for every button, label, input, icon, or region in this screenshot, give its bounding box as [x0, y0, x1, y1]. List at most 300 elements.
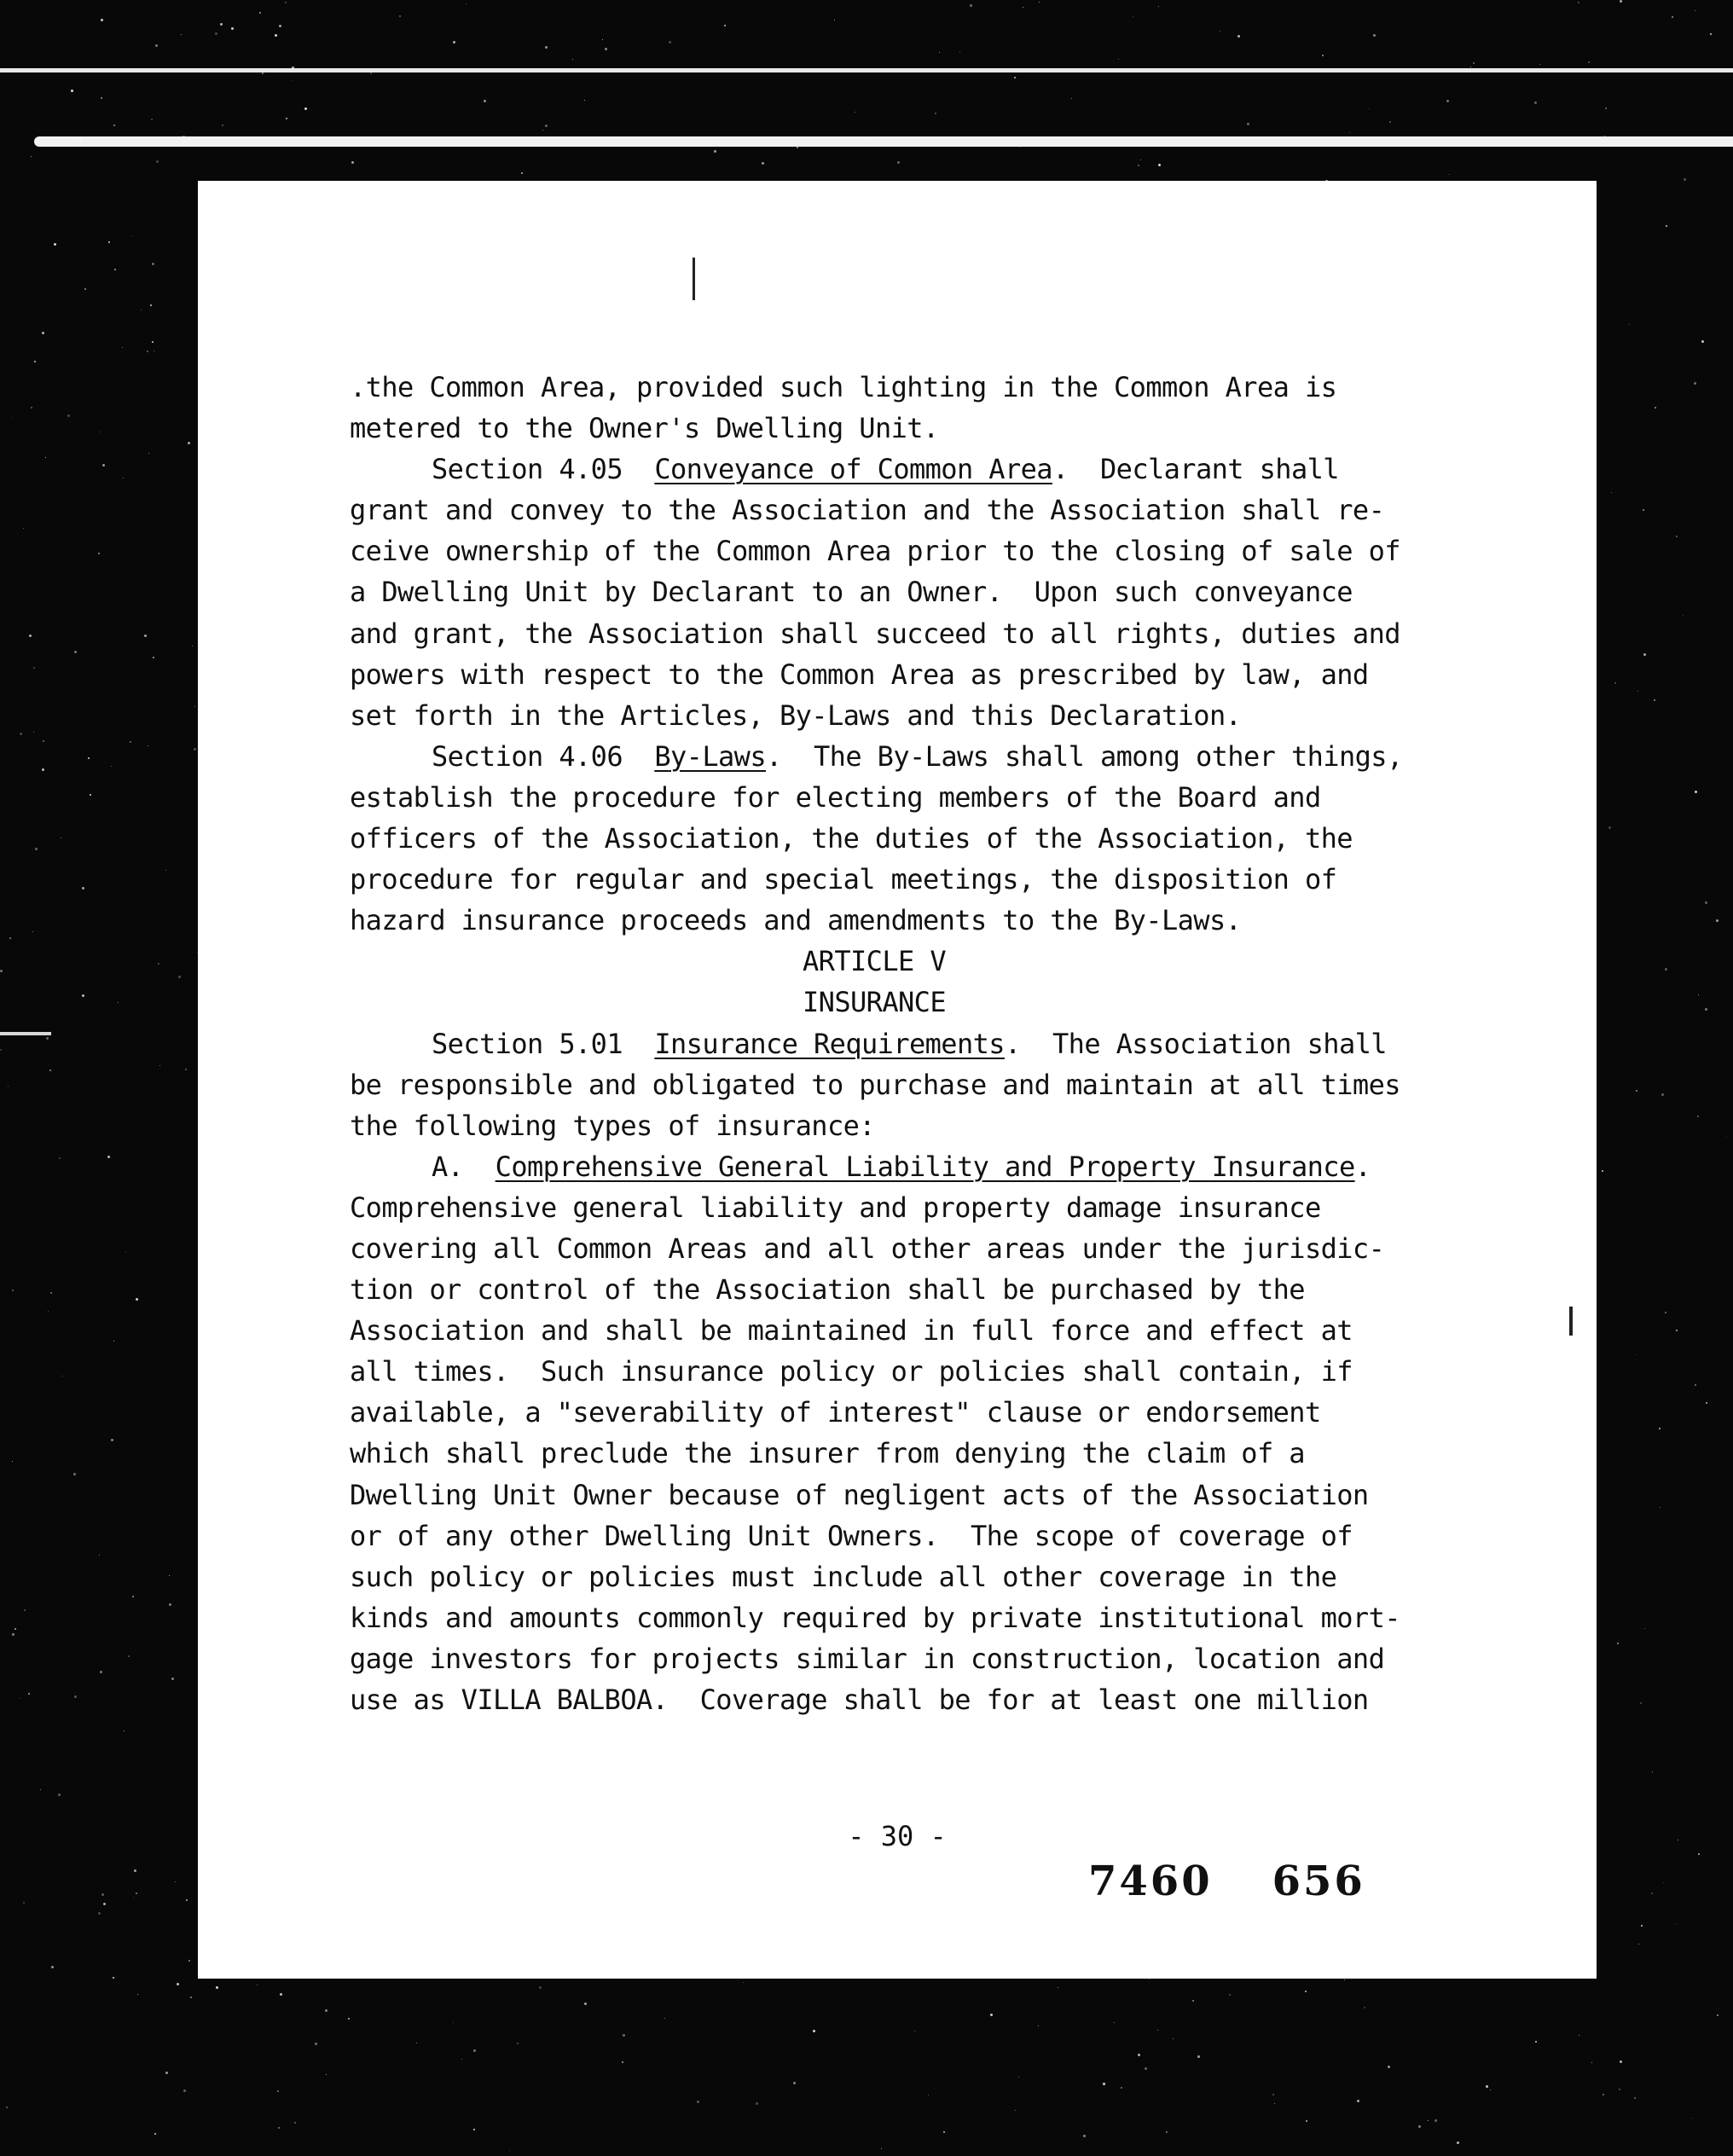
text-line: [350, 818, 1433, 859]
noise-speck: [797, 147, 798, 148]
noise-speck: [12, 1633, 14, 1636]
page-number: - 30 -: [848, 1820, 947, 1852]
noise-speck: [1698, 994, 1699, 995]
noise-speck: [1446, 100, 1449, 102]
text-run: all times. Such insurance policy or policies shall contain, if: [350, 1355, 1353, 1388]
text-line: [350, 777, 1433, 818]
noise-speck: [122, 347, 123, 348]
noise-speck: [1665, 968, 1667, 971]
text-line: [350, 900, 1433, 941]
noise-speck: [278, 2127, 280, 2129]
noise-speck: [49, 1069, 51, 1071]
noise-speck: [1103, 2083, 1105, 2085]
noise-speck: [1672, 16, 1673, 18]
noise-speck: [1676, 1923, 1677, 1924]
text-line: [350, 1392, 1433, 1433]
noise-speck: [1726, 1137, 1727, 1138]
text-run: be responsible and obligated to purchase and maintain at all times: [350, 1068, 1400, 1101]
noise-speck: [724, 25, 726, 26]
noise-speck: [881, 2148, 882, 2149]
noise-speck: [1640, 1702, 1642, 1704]
noise-speck: [545, 46, 548, 49]
noise-speck: [370, 72, 372, 74]
noise-speck: [584, 2002, 587, 2005]
noise-speck: [101, 1893, 104, 1896]
record-page-number: 656: [1272, 1858, 1365, 1905]
noise-speck: [664, 2018, 665, 2019]
noise-speck: [134, 1869, 136, 1872]
noise-speck: [756, 2102, 758, 2105]
noise-speck: [88, 757, 90, 759]
noise-speck: [1643, 509, 1644, 511]
noise-speck: [602, 39, 603, 40]
noise-speck: [67, 414, 70, 417]
scanner-top-band: [34, 136, 1733, 147]
ink-mark: [693, 258, 695, 300]
noise-speck: [50, 1292, 52, 1294]
noise-speck: [1603, 2094, 1604, 2095]
noise-speck: [1435, 2119, 1437, 2122]
noise-speck: [325, 2009, 327, 2012]
noise-speck: [188, 442, 190, 444]
noise-speck: [0, 970, 3, 972]
noise-speck: [1695, 1384, 1696, 1386]
noise-speck: [159, 1065, 160, 1066]
noise-speck: [970, 4, 972, 7]
noise-speck: [762, 162, 764, 165]
text-line: [350, 408, 1433, 449]
noise-speck: [194, 748, 196, 751]
noise-speck: [128, 1655, 130, 1657]
section-title: Insurance Requirements: [654, 1027, 1005, 1060]
text-line: [350, 1597, 1433, 1638]
noise-speck: [1701, 340, 1704, 343]
text-run: use as VILLA BALBOA. Coverage shall be for at least one million: [350, 1684, 1369, 1716]
noise-speck: [165, 870, 166, 871]
text-run: A.: [432, 1150, 496, 1183]
noise-speck: [279, 25, 281, 27]
article-heading: [350, 982, 1433, 1023]
section-title: By-Laws: [654, 739, 766, 773]
noise-speck: [90, 794, 91, 796]
noise-speck: [220, 23, 223, 26]
text-line: [350, 859, 1433, 900]
noise-speck: [1636, 1354, 1637, 1355]
noise-speck: [42, 768, 44, 771]
text-line: [350, 1556, 1433, 1597]
noise-speck: [74, 651, 77, 653]
noise-speck: [33, 667, 35, 669]
noise-speck: [868, 139, 869, 140]
text-line: [350, 654, 1433, 695]
noise-speck: [23, 528, 24, 529]
text-run: INSURANCE: [803, 986, 946, 1019]
noise-speck: [1019, 147, 1020, 148]
noise-speck: [623, 2034, 625, 2037]
noise-speck: [181, 34, 182, 35]
noise-speck: [108, 241, 110, 243]
noise-speck: [1637, 691, 1638, 692]
text-line: [350, 1105, 1433, 1146]
noise-speck: [1018, 2077, 1019, 2078]
text-line: [350, 736, 1433, 777]
noise-speck: [114, 269, 116, 270]
noise-speck: [959, 51, 960, 52]
text-line: [350, 1023, 1433, 1064]
noise-speck: [1457, 2142, 1459, 2144]
noise-speck: [1608, 826, 1611, 829]
text-run: or of any other Dwelling Unit Owners. The scope of coverage of: [350, 1519, 1353, 1552]
noise-speck: [1344, 1979, 1345, 1980]
noise-speck: [107, 1156, 110, 1158]
text-line: [350, 1433, 1433, 1474]
noise-speck: [1373, 34, 1376, 37]
noise-speck: [154, 2133, 156, 2135]
noise-speck: [1114, 2022, 1115, 2023]
noise-speck: [714, 150, 716, 153]
noise-speck: [48, 1311, 49, 1312]
noise-speck: [188, 1960, 190, 1962]
noise-speck: [1676, 1330, 1678, 1331]
text-line: [350, 1475, 1433, 1516]
noise-speck: [1229, 1994, 1231, 1996]
section-title: Comprehensive General Liability and Property Insurance: [495, 1150, 1355, 1183]
text-line: [350, 1516, 1433, 1556]
noise-speck: [1306, 2120, 1307, 2122]
noise-speck: [194, 706, 195, 707]
document-body: [350, 367, 1433, 1720]
noise-speck: [292, 80, 293, 81]
noise-speck: [29, 635, 32, 637]
noise-speck: [101, 19, 103, 21]
text-line: [350, 1310, 1433, 1351]
article-heading: [350, 941, 1433, 982]
noise-speck: [1717, 2014, 1719, 2016]
noise-speck: [517, 2043, 519, 2044]
noise-speck: [33, 732, 34, 733]
noise-speck: [545, 125, 548, 127]
noise-speck: [1138, 2054, 1140, 2056]
noise-speck: [1654, 699, 1655, 701]
noise-speck: [1619, 2089, 1620, 2090]
noise-speck: [1614, 682, 1616, 684]
noise-speck: [118, 1002, 119, 1003]
noise-speck: [1158, 164, 1161, 166]
text-line: [350, 571, 1433, 612]
text-line: [350, 1351, 1433, 1392]
noise-speck: [1140, 159, 1141, 160]
noise-speck: [20, 733, 22, 735]
noise-speck: [158, 963, 159, 965]
noise-speck: [1605, 107, 1607, 109]
noise-speck: [1322, 55, 1324, 56]
noise-speck: [286, 118, 287, 119]
noise-speck: [935, 113, 936, 114]
noise-speck: [1192, 2000, 1194, 2002]
noise-speck: [113, 1977, 114, 1979]
noise-speck: [285, 2, 287, 3]
noise-speck: [1676, 536, 1678, 537]
text-line: [350, 695, 1433, 736]
noise-speck: [46, 1037, 49, 1040]
text-line: [350, 613, 1433, 654]
noise-speck: [1388, 2066, 1390, 2068]
noise-speck: [1636, 1090, 1637, 1092]
noise-speck: [1602, 1170, 1603, 1172]
noise-speck: [1237, 35, 1240, 38]
noise-speck: [1369, 108, 1370, 109]
text-run: such policy or policies must include all other coverage in the: [350, 1560, 1337, 1593]
noise-speck: [1272, 2094, 1274, 2095]
text-run: set forth in the Articles, By-Laws and this Declaration.: [350, 698, 1242, 732]
noise-speck: [262, 72, 264, 74]
noise-speck: [473, 2049, 476, 2052]
noise-speck: [1157, 2030, 1158, 2031]
noise-speck: [669, 41, 671, 43]
text-line: [350, 449, 1433, 490]
noise-speck: [148, 453, 149, 454]
noise-speck: [399, 15, 401, 17]
noise-speck: [1705, 1008, 1707, 1011]
noise-speck: [31, 156, 32, 157]
noise-speck: [98, 1912, 101, 1915]
noise-speck: [897, 161, 900, 164]
noise-speck: [584, 100, 585, 101]
noise-speck: [58, 1794, 61, 1796]
noise-speck: [0, 1049, 2, 1051]
noise-speck: [185, 1069, 187, 1070]
text-run: .: [1354, 1150, 1371, 1183]
noise-speck: [1071, 98, 1072, 99]
noise-speck: [111, 766, 112, 767]
text-run: Section 4.06: [432, 739, 655, 773]
noise-speck: [1247, 123, 1249, 125]
noise-speck: [1486, 2085, 1488, 2088]
noise-speck: [132, 1596, 134, 1597]
noise-speck: [171, 1678, 174, 1680]
noise-speck: [1651, 1892, 1653, 1894]
noise-speck: [1659, 1428, 1661, 1429]
noise-speck: [103, 1903, 106, 1905]
noise-speck: [113, 1341, 114, 1342]
noise-speck: [943, 2131, 945, 2133]
noise-speck: [42, 332, 44, 334]
noise-speck: [124, 1730, 125, 1731]
noise-speck: [605, 48, 607, 50]
noise-speck: [1652, 1771, 1653, 1772]
noise-speck: [1173, 2038, 1174, 2039]
noise-speck: [1665, 1312, 1666, 1313]
noise-speck: [23, 1902, 25, 1904]
noise-speck: [280, 1993, 282, 1996]
noise-speck: [1158, 6, 1159, 7]
noise-speck: [28, 1693, 30, 1695]
noise-speck: [1705, 901, 1707, 904]
noise-speck: [466, 3, 467, 4]
noise-speck: [1039, 2, 1040, 3]
noise-speck: [71, 90, 73, 92]
noise-speck: [32, 931, 33, 932]
noise-speck: [572, 59, 573, 60]
text-run: Association and shall be maintained in full force and effect at: [350, 1314, 1353, 1348]
noise-speck: [1620, 2060, 1622, 2063]
noise-speck: [1661, 1093, 1664, 1096]
noise-speck: [1611, 492, 1612, 493]
noise-speck: [521, 172, 523, 174]
noise-speck: [697, 2101, 699, 2103]
noise-speck: [101, 97, 102, 99]
noise-speck: [183, 136, 185, 138]
noise-speck: [1634, 2097, 1636, 2099]
noise-speck: [8, 1086, 9, 1087]
noise-speck: [1684, 178, 1686, 181]
noise-speck: [12, 1461, 13, 1462]
noise-speck: [51, 1966, 54, 1968]
text-run: establish the procedure for electing members of the Board and: [350, 780, 1321, 814]
noise-speck: [1697, 1116, 1699, 1117]
noise-speck: [9, 937, 11, 939]
noise-speck: [712, 141, 715, 143]
noise-speck: [155, 44, 158, 47]
noise-speck: [1539, 64, 1540, 65]
text-run: Comprehensive general liability and property damage insurance: [350, 1191, 1321, 1224]
noise-speck: [1490, 2089, 1491, 2090]
noise-speck: [183, 2089, 186, 2092]
noise-speck: [178, 976, 181, 978]
noise-speck: [1014, 77, 1016, 78]
noise-speck: [348, 2018, 350, 2020]
text-run: hazard insurance proceeds and amendments to the By-Laws.: [350, 904, 1242, 937]
noise-speck: [1305, 1991, 1307, 1992]
noise-speck: [292, 67, 294, 69]
text-run: available, a "severability of interest" clause or endorsement: [350, 1396, 1321, 1429]
text-run: gage investors for projects similar in construction, location and: [350, 1642, 1385, 1675]
noise-speck: [386, 146, 387, 147]
text-run: Dwelling Unit Owner because of negligent acts of the Association: [350, 1478, 1369, 1511]
noise-speck: [73, 1473, 76, 1475]
noise-speck: [165, 2072, 168, 2074]
noise-speck: [1364, 2007, 1365, 2008]
noise-speck: [1643, 653, 1646, 656]
noise-speck: [98, 553, 100, 554]
noise-speck: [137, 1994, 138, 1995]
noise-speck: [216, 1986, 218, 1989]
text-line: [350, 1064, 1433, 1105]
noise-speck: [150, 304, 152, 306]
text-run: covering all Common Areas and all other areas under the jurisdic-: [350, 1232, 1385, 1265]
noise-speck: [1121, 2087, 1122, 2089]
noise-speck: [54, 243, 56, 246]
noise-speck: [186, 1899, 188, 1901]
noise-speck: [1534, 101, 1537, 104]
text-line: [350, 1146, 1433, 1187]
noise-speck: [1629, 324, 1630, 325]
noise-speck: [294, 2122, 296, 2124]
noise-speck: [813, 2030, 815, 2032]
recording-stamp: [1088, 1858, 1365, 1905]
text-run: which shall preclude the insurer from denying the claim of a: [350, 1437, 1305, 1470]
noise-speck: [484, 100, 486, 102]
noise-speck: [1716, 919, 1719, 922]
noise-speck: [453, 41, 455, 43]
noise-speck: [14, 1628, 16, 1630]
noise-speck: [177, 1983, 179, 1985]
noise-speck: [315, 2043, 317, 2045]
scanner-top-rule: [0, 68, 1733, 72]
noise-speck: [99, 1555, 100, 1556]
noise-speck: [152, 341, 154, 343]
text-run: Section 4.05: [432, 453, 655, 486]
noise-speck: [1660, 1507, 1661, 1508]
noise-speck: [1428, 2120, 1429, 2121]
noise-speck: [743, 1982, 744, 1983]
noise-speck: [131, 235, 132, 236]
noise-speck: [6, 2107, 8, 2108]
document-page: [198, 181, 1597, 1979]
noise-speck: [473, 2129, 475, 2130]
noise-speck: [100, 1671, 102, 1673]
noise-speck: [1145, 2067, 1147, 2070]
noise-speck: [136, 1298, 138, 1301]
text-run: and grant, the Association shall succeed to all rights, duties and: [350, 617, 1400, 650]
noise-speck: [111, 1439, 113, 1441]
noise-speck: [990, 2014, 993, 2016]
text-run: Section 5.01: [432, 1027, 655, 1060]
noise-speck: [153, 657, 154, 658]
noise-speck: [1588, 61, 1590, 63]
noise-speck: [1617, 1643, 1619, 1644]
noise-speck: [461, 2059, 462, 2060]
noise-speck: [1015, 2110, 1016, 2111]
noise-speck: [1349, 132, 1350, 133]
noise-speck: [136, 1892, 137, 1894]
noise-speck: [1620, 0, 1622, 3]
noise-speck: [304, 107, 307, 110]
text-run: ceive ownership of the Common Area prior to the closing of sale of: [350, 535, 1400, 568]
noise-speck: [84, 288, 86, 290]
noise-speck: [1591, 2062, 1592, 2063]
noise-speck: [793, 2082, 796, 2084]
noise-speck: [125, 1252, 126, 1253]
noise-speck: [1641, 1925, 1643, 1927]
noise-speck: [1418, 2125, 1421, 2128]
text-line: [350, 1228, 1433, 1269]
noise-speck: [1644, 1628, 1645, 1629]
noise-speck: [259, 12, 261, 14]
record-book-number: 7460: [1088, 1858, 1213, 1905]
noise-speck: [1683, 615, 1684, 616]
text-run: a Dwelling Unit by Declarant to an Owner. Upon such conveyance: [350, 576, 1353, 609]
noise-speck: [540, 69, 541, 70]
noise-speck: [622, 2061, 623, 2063]
noise-speck: [45, 457, 46, 458]
text-run: . The Association shall: [1004, 1027, 1387, 1060]
noise-speck: [539, 1986, 542, 1989]
noise-speck: [169, 1575, 170, 1576]
noise-speck: [222, 125, 223, 126]
noise-speck: [1197, 2055, 1200, 2058]
noise-speck: [1706, 1402, 1707, 1404]
noise-speck: [24, 1609, 26, 1611]
text-run: tion or control of the Association shall be purchased by the: [350, 1273, 1305, 1307]
noise-speck: [82, 887, 84, 890]
noise-speck: [351, 161, 354, 164]
noise-speck: [152, 263, 154, 265]
scanner-edge-mark: [0, 1032, 51, 1035]
noise-speck: [147, 351, 148, 352]
noise-speck: [939, 52, 940, 53]
noise-speck: [326, 2074, 327, 2075]
